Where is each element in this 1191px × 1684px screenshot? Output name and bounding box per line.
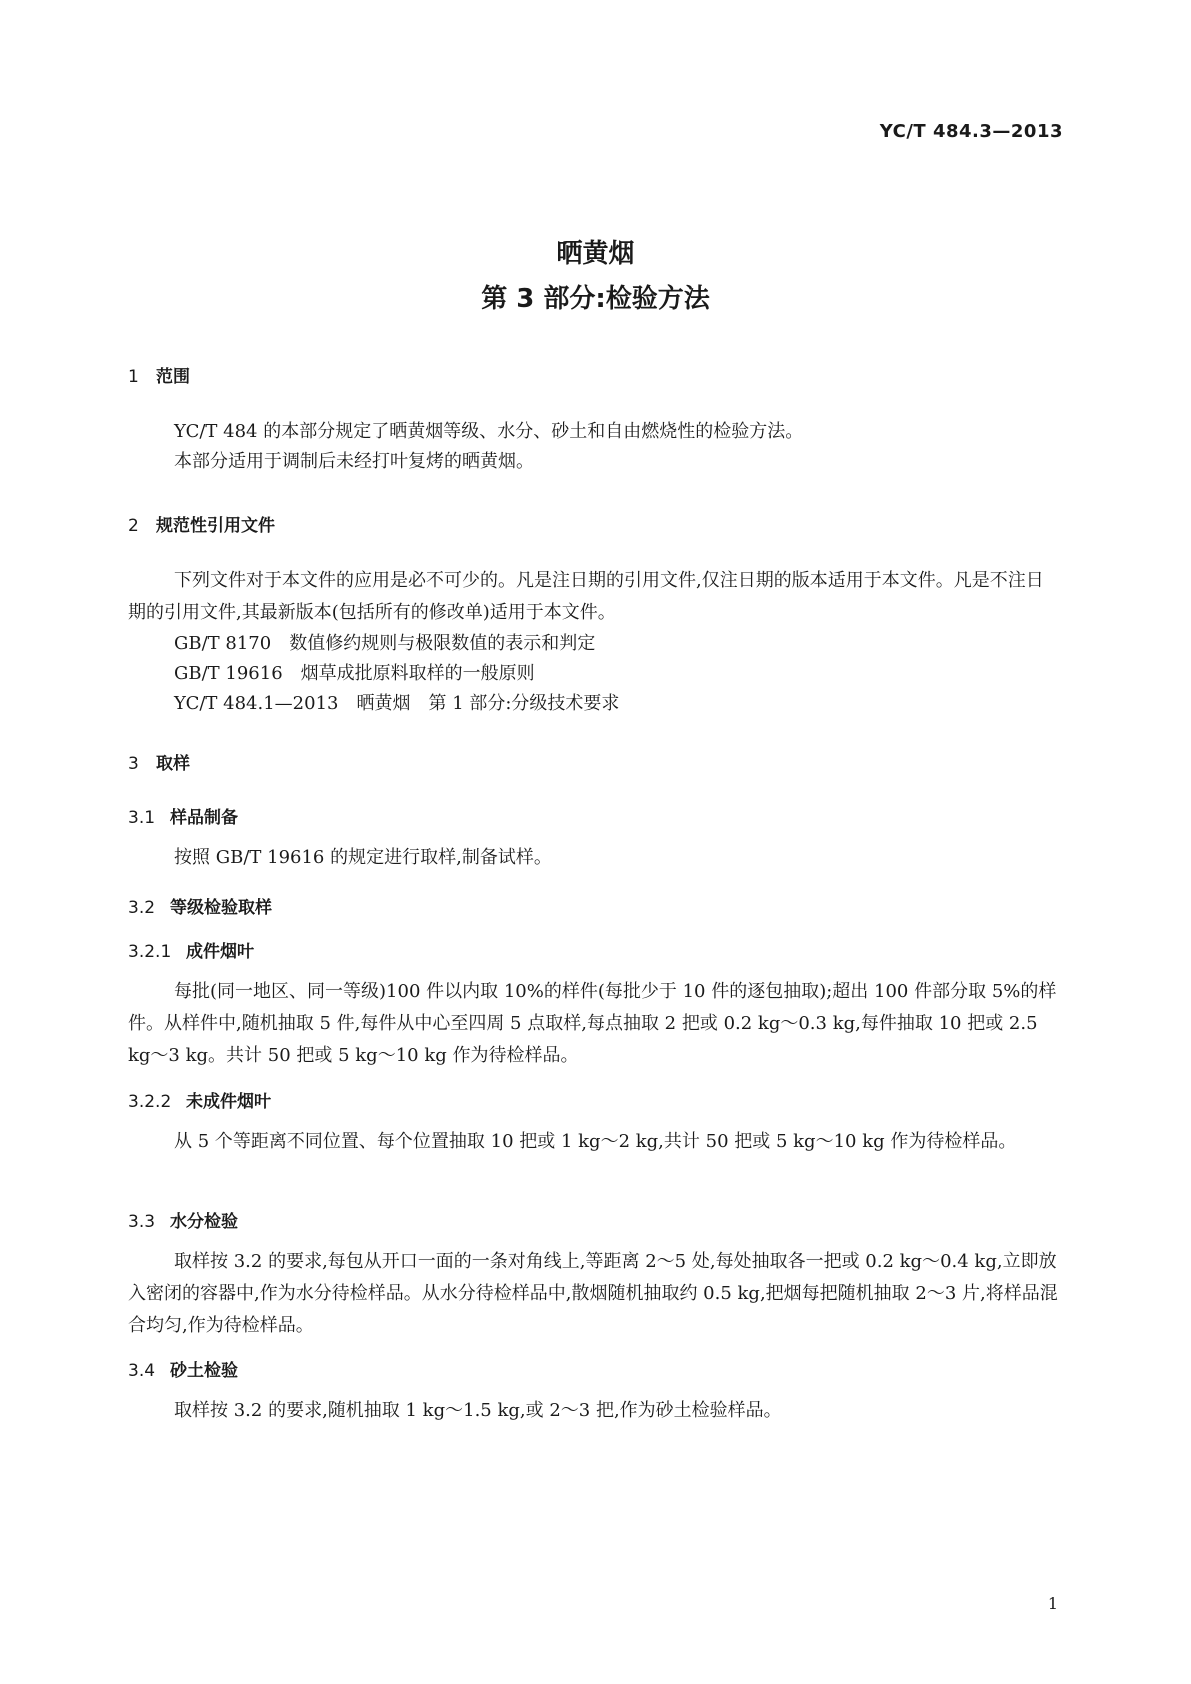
- section-title: 水分检验: [170, 1212, 238, 1232]
- section-3-heading: [128, 749, 190, 774]
- section-3-1-para: 按照 GB/T 19616 的规定进行取样,制备试样。: [174, 847, 552, 868]
- section-3-3-para: 取样按 3.2 的要求,每包从开口一面的一条对角线上,等距离 2～5 处,每处抽取各一把或 0.2 kg～0.4 kg,立即放入密闭的容器中,作为水分待检样品。从水分待检样品中,散烟随机抽取约 0.5 kg,把烟每把随机抽取 2～3 片,将样品混合均匀,作为待检样品。: [128, 1251, 1058, 1336]
- section-title: 等级检验取样: [170, 898, 272, 918]
- section-3-2-1-heading: [128, 937, 254, 962]
- section-title: 成件烟叶: [186, 942, 254, 962]
- section-title: 未成件烟叶: [186, 1092, 271, 1112]
- section-3-2-1-para: 每批(同一地区、同一等级)100 件以内取 10%的样件(每批少于 10 件的逐包抽取);超出 100 件部分取 5%的样件。从样件中,随机抽取 5 件,每件从中心至四周 5 点取样,每点抽取 2 把或 0.2 kg～0.3 kg,每件抽取 10 把或 2.5 kg～3 kg。共计 50 把或 5 kg～10 kg 作为待检样品。: [128, 981, 1057, 1066]
- reference-gbt19616: GB/T 19616 烟草成批原料取样的一般原则: [174, 663, 535, 684]
- section-title: 规范性引用文件: [156, 516, 275, 536]
- section-2-para-1: 下列文件对于本文件的应用是必不可少的。凡是注日期的引用文件,仅注日期的版本适用于本文件。凡是不注日期的引用文件,其最新版本(包括所有的修改单)适用于本文件。: [128, 570, 1044, 623]
- section-number: 1: [128, 367, 139, 387]
- section-number: 3: [128, 754, 139, 774]
- section-2-heading: [128, 511, 275, 536]
- section-title: 砂土检验: [170, 1361, 238, 1381]
- section-1-para-1: YC/T 484 的本部分规定了晒黄烟等级、水分、砂土和自由燃烧性的检验方法。: [174, 421, 804, 442]
- section-number: 3.2.1: [128, 942, 172, 962]
- page-number: 1: [1047, 1594, 1058, 1613]
- reference-gbt8170: GB/T 8170 数值修约规则与极限数值的表示和判定: [174, 633, 596, 654]
- doc-title: 晒黄烟: [556, 239, 635, 269]
- section-title: 范围: [156, 367, 190, 387]
- section-number: 3.4: [128, 1361, 156, 1381]
- section-3-3-heading: [128, 1207, 238, 1232]
- section-3-4-para: 取样按 3.2 的要求,随机抽取 1 kg～1.5 kg,或 2～3 把,作为砂土检验样品。: [174, 1400, 782, 1421]
- section-1-para-2: 本部分适用于调制后未经打叶复烤的晒黄烟。: [174, 451, 534, 472]
- section-number: 3.2: [128, 898, 156, 918]
- section-3-1-heading: [128, 803, 238, 828]
- section-title: 取样: [156, 754, 190, 774]
- section-number: 3.1: [128, 808, 156, 828]
- section-1-heading: [128, 362, 190, 387]
- section-number: 3.2.2: [128, 1092, 172, 1112]
- section-number: 2: [128, 516, 139, 536]
- section-3-2-2-heading: [128, 1087, 271, 1112]
- reference-yct484-1: YC/T 484.1—2013 晒黄烟 第 1 部分:分级技术要求: [174, 693, 620, 714]
- section-number: 3.3: [128, 1212, 156, 1232]
- section-3-2-heading: [128, 893, 272, 918]
- section-3-2-2-para: 从 5 个等距离不同位置、每个位置抽取 10 把或 1 kg～2 kg,共计 50 把或 5 kg～10 kg 作为待检样品。: [174, 1131, 1017, 1152]
- section-3-4-heading: [128, 1356, 238, 1381]
- doc-subtitle: 第 3 部分:检验方法: [481, 284, 710, 314]
- section-title: 样品制备: [170, 808, 238, 828]
- standard-code: YC/T 484.3—2013: [879, 121, 1063, 142]
